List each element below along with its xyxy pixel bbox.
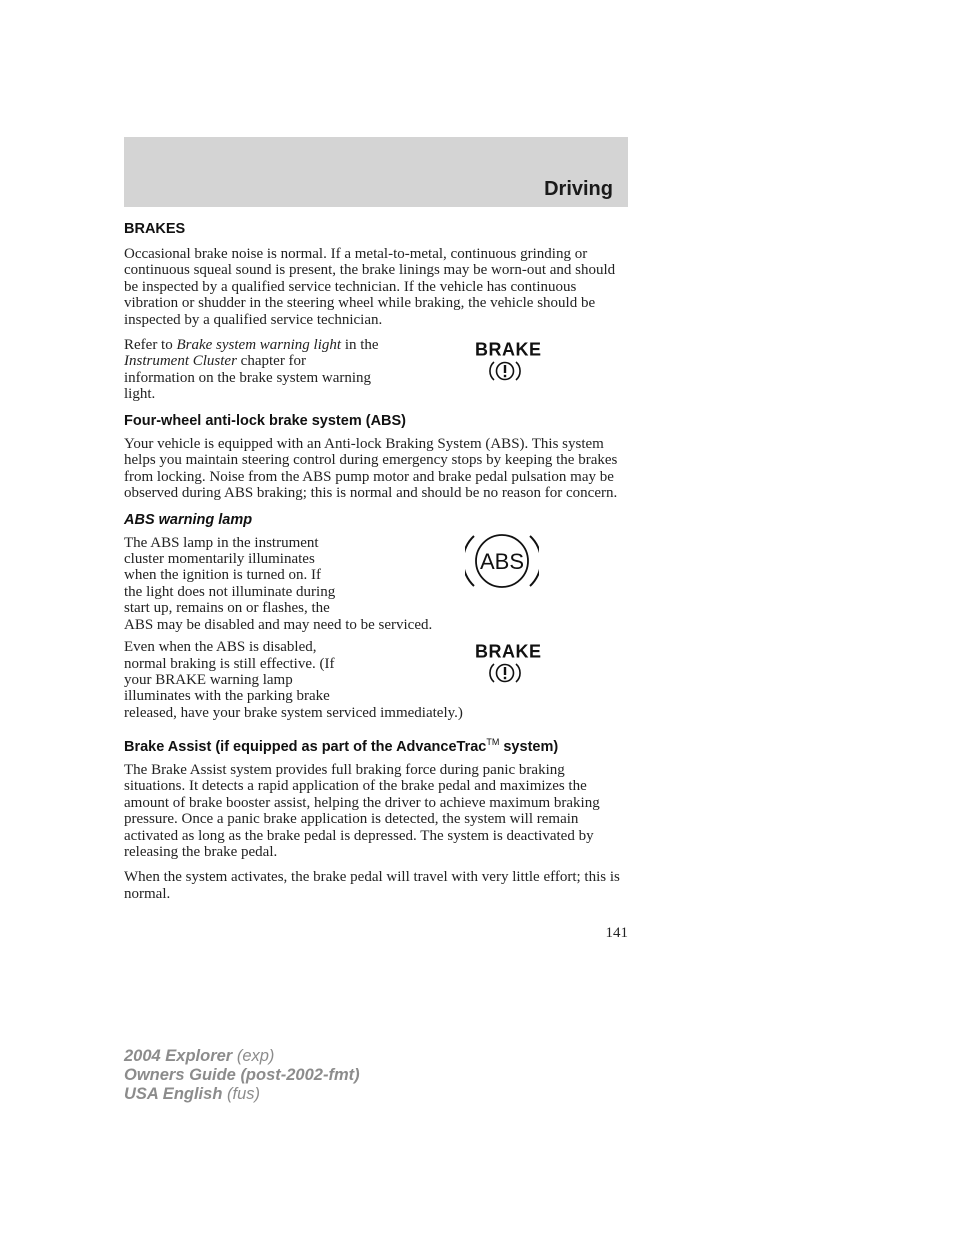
brake-assist-paragraph-2: When the system activates, the brake pedal will travel with very little effort; this is normal. <box>124 869 620 902</box>
abs-heading: Four-wheel anti-lock brake system (ABS) <box>124 413 407 430</box>
brake-light-reference-text: Refer to Brake system warning light in the Instrument Cluster chapter for information on the brake system warning light. <box>124 337 379 403</box>
document-footer <box>124 1047 360 1104</box>
section-header-band <box>124 137 628 207</box>
brake-assist-paragraph-1: The Brake Assist system provides full braking force during panic braking situations. It detects a rapid application of the brake pedal and maximizes the amount of brake booster assist, helping the driver to achieve maximum braking pressure. Once a panic brake application is detected, the system will remain activated as long as the brake pedal is depressed. The system is deactivated by releasing the brake pedal. <box>124 761 600 860</box>
abs-paragraph: Your vehicle is equipped with an Anti-lock Braking System (ABS). This system helps you maintain steering control during emergency stops by keeping the brakes from locking. Noise from the ABS pump motor and brake pedal pulsation may be observed during ABS braking; this is normal and should be no reason for concern. <box>124 436 618 502</box>
instrument-cluster-ref: Instrument Cluster <box>124 353 237 370</box>
footer-line-3: USA English (fus) <box>124 1085 260 1103</box>
brake-lamp-row <box>124 639 629 721</box>
brake-warning-icon-2 <box>475 640 542 687</box>
trademark-mark: TM <box>486 737 500 748</box>
page-content <box>124 220 629 911</box>
abs-icon-label: ABS <box>479 548 525 574</box>
brake-assist-heading: Brake Assist (if equipped as part of the AdvanceTrac™ system) <box>124 737 559 755</box>
brake-icon-label-2: BRAKE <box>475 640 542 662</box>
abs-lamp-row <box>124 535 629 633</box>
brake-warning-icon <box>475 338 542 385</box>
brake-circle-exclamation-icon <box>488 661 522 685</box>
footer-line-1: 2004 Explorer (exp) <box>124 1047 275 1065</box>
abs-warning-icon <box>465 530 539 592</box>
page-number: 141 <box>605 925 628 941</box>
brakes-heading: BRAKES <box>124 221 186 237</box>
footer-line-2: Owners Guide (post-2002-fmt) <box>124 1066 360 1084</box>
brake-circle-exclamation-icon <box>488 359 522 383</box>
brake-icon-label: BRAKE <box>475 338 542 360</box>
abs-warning-lamp-heading: ABS warning lamp <box>124 511 253 528</box>
brake-warning-light-ref: Brake system warning light <box>176 337 342 354</box>
abs-lamp-paragraph: The ABS lamp in the instrument cluster momentarily illuminates when the ignition is turned on. If the light does not illuminate during start up, remains on or flashes, the ABS may be disabled and may need to be serviced. <box>124 534 433 633</box>
brakes-paragraph-1: Occasional brake noise is normal. If a metal-to-metal, continuous grinding or continuous squeal sound is present, the brake linings may be worn-out and should be inspected by a qualified service technician. If the vehicle has continuous vibration or shudder in the steering wheel while braking, the vehicle should be inspected by a qualified service technician. <box>124 246 616 328</box>
section-title: Driving <box>544 178 613 200</box>
brake-lamp-paragraph: Even when the ABS is disabled, normal braking is still effective. (If your BRAKE warning lamp illuminates with the parking brake released, have your brake system serviced immediately.) <box>124 639 463 721</box>
brake-light-reference-row <box>124 337 629 403</box>
